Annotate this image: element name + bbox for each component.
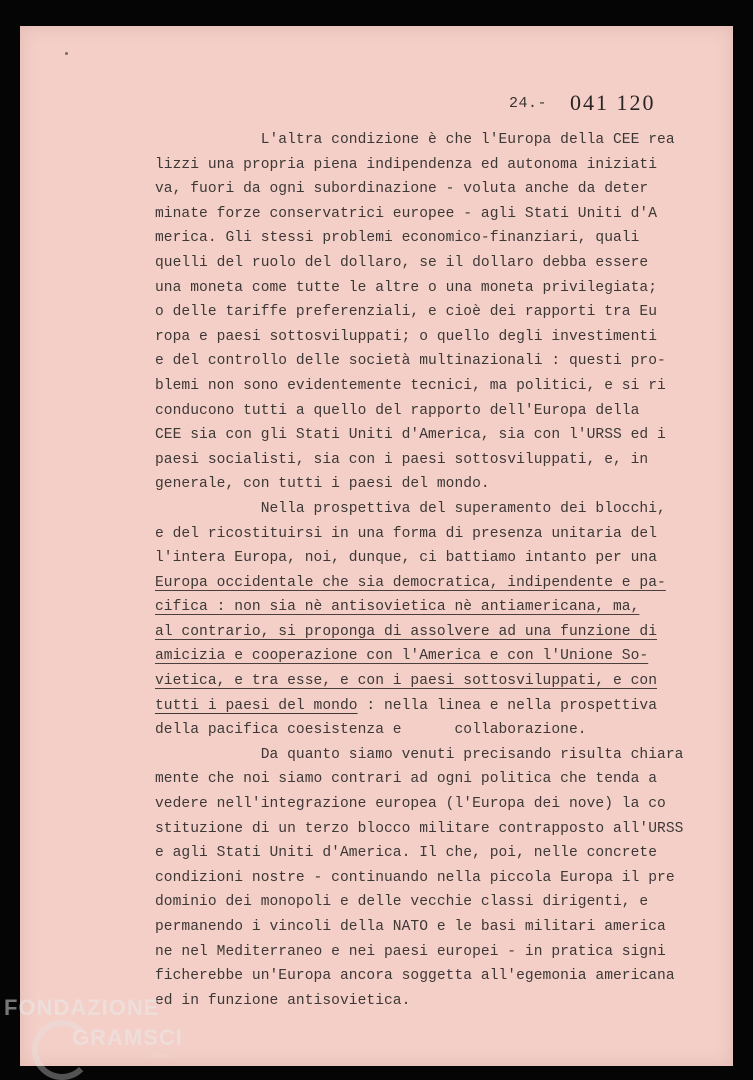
watermark-line2: GRAMSCI	[72, 1025, 183, 1050]
text-line: condizioni nostre - continuando nella piccola Europa il pre	[155, 869, 675, 886]
text-line: Da quanto siamo venuti precisando risulta chiara	[155, 746, 684, 763]
text-line: merica. Gli stessi problemi economico-finanziari, quali	[155, 230, 640, 247]
text-line: ne nel Mediterraneo e nei paesi europei - in pratica signi	[155, 943, 666, 960]
text-line: ed in funzione antisovietica.	[155, 992, 411, 1009]
body-text	[155, 128, 695, 1013]
watermark-small: onlus	[150, 1051, 170, 1060]
text-line: generale, con tutti i paesi del mondo.	[155, 476, 490, 493]
text-line: minate forze conservatrici europee - agli Stati Uniti d'A	[155, 205, 658, 222]
text-line: blemi non sono evidentemente tecnici, ma politici, e si ri	[155, 377, 666, 394]
text-line: amicizia e cooperazione con l'America e con l'Unione So-	[155, 648, 649, 665]
text-line: ropa e paesi sottosviluppati; o quello degli investimenti	[155, 328, 658, 345]
text-line: o delle tariffe preferenziali, e cioè dei rapporti tra Eu	[155, 304, 658, 321]
page-number: 24.-	[509, 95, 548, 112]
text-line: paesi socialisti, sia con i paesi sottosviluppati, e, in	[155, 451, 649, 468]
text-line: vedere nell'integrazione europea (l'Europa dei nove) la co	[155, 796, 666, 813]
text-line: della pacifica coesistenza e collaborazione.	[155, 722, 587, 739]
text-line: Europa occidentale che sia democratica, indipendente e pa-	[155, 574, 666, 591]
text-line: cifica : non sia nè antisovietica nè antiamericana, ma,	[155, 599, 640, 616]
text-line: e del controllo delle società multinazionali : questi pro-	[155, 353, 666, 370]
underlined-text: tutti i paesi del mondo	[155, 697, 358, 714]
text-line: ficherebbe un'Europa ancora soggetta all'egemonia americana	[155, 968, 675, 985]
paper-speck	[65, 52, 68, 55]
text-line: stituzione di un terzo blocco militare contrapposto all'URSS	[155, 820, 684, 837]
text-line: dominio dei monopoli e delle vecchie classi dirigenti, e	[155, 894, 649, 911]
text-line: al contrario, si proponga di assolvere ad una funzione di	[155, 623, 658, 640]
text-line	[155, 694, 695, 719]
text-line: CEE sia con gli Stati Uniti d'America, sia con l'URSS ed i	[155, 427, 666, 444]
text-line: una moneta come tutte le altre o una moneta privilegiata;	[155, 279, 658, 296]
watermark-line1: FONDAZIONE	[4, 995, 160, 1020]
archive-number: 041 120	[570, 90, 656, 115]
text-line: e agli Stati Uniti d'America. Il che, poi, nelle concrete	[155, 845, 658, 862]
text-line: l'intera Europa, noi, dunque, ci battiamo intanto per una	[155, 550, 658, 567]
text-line: va, fuori da ogni subordinazione - voluta anche da deter	[155, 181, 649, 198]
text-line: vietica, e tra esse, e con i paesi sottosviluppati, e con	[155, 673, 658, 690]
watermark	[4, 995, 183, 1051]
text-line: e del ricostituirsi in una forma di presenza unitaria del	[155, 525, 658, 542]
text-line: lizzi una propria piena indipendenza ed autonoma iniziati	[155, 156, 658, 173]
text-line: permanendo i vincoli della NATO e le basi militari america	[155, 919, 666, 935]
text-line: Nella prospettiva del superamento dei blocchi,	[155, 500, 666, 517]
text-segment: : nella linea e nella prospettiva	[357, 697, 658, 714]
text-line: quelli del ruolo del dollaro, se il dollaro debba essere	[155, 254, 649, 271]
text-line: mente che noi siamo contrari ad ogni politica che tenda a	[155, 771, 658, 788]
text-line: conducono tutti a quello del rapporto dell'Europa della	[155, 402, 640, 419]
text-line: L'altra condizione è che l'Europa della CEE rea	[155, 132, 675, 148]
